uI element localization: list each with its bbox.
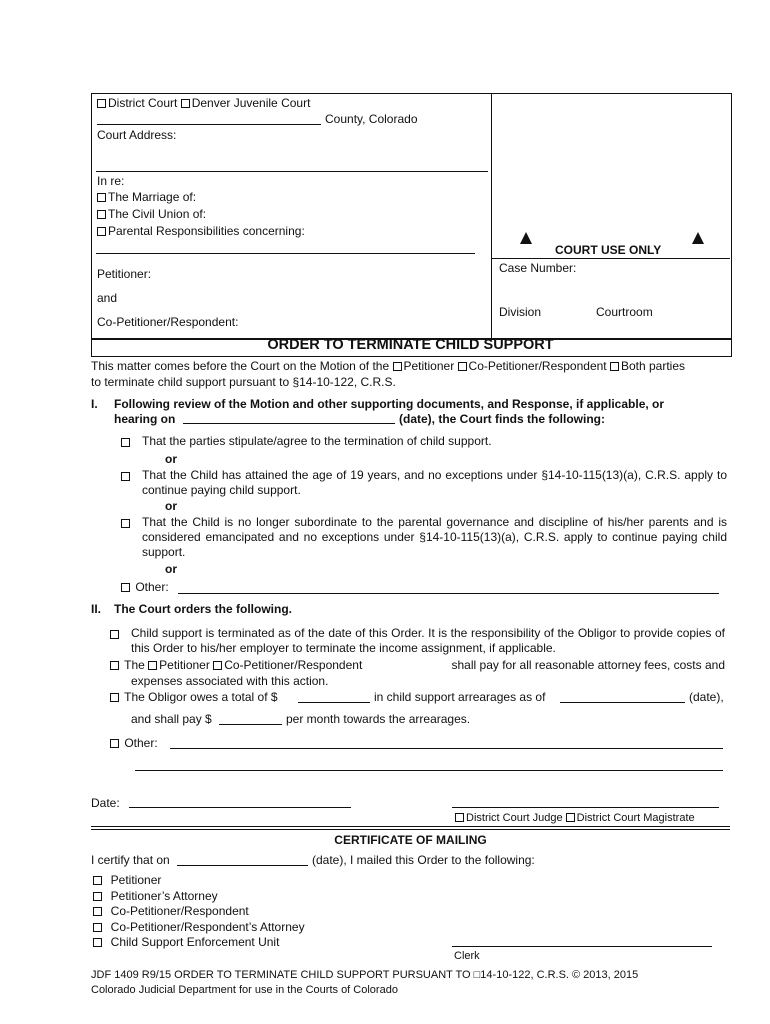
recipient-3-label: Co-Petitioner/Respondent	[110, 904, 249, 918]
order-1-text: Child support is terminated as of the date of this Order. It is the responsibility of the Obligor to provide copies of this Order to his/her employer to terminate the income assignment, if applicable.	[131, 626, 725, 655]
recipient-5-label: Child Support Enforcement Unit	[110, 935, 280, 949]
marriage-checkbox[interactable]	[97, 193, 106, 202]
finding-other	[121, 580, 169, 594]
mailing-date-field[interactable]	[177, 865, 308, 866]
section-1-hearing-suffix: (date), the Court finds the following:	[399, 412, 605, 426]
magistrate-label: District Court Magistrate	[576, 812, 695, 824]
order-2-co-petitioner-checkbox[interactable]	[213, 661, 222, 670]
recipient-2-label: Petitioner’s Attorney	[110, 889, 218, 903]
order-other-field-1[interactable]	[170, 748, 723, 749]
finding-1-text: That the parties stipulate/agree to the termination of child support.	[142, 434, 492, 448]
finding-1-checkbox-wrap	[121, 435, 132, 449]
order-2-checkbox[interactable]	[110, 661, 119, 670]
magistrate-checkbox[interactable]	[566, 813, 575, 822]
order-other-field-2[interactable]	[135, 770, 723, 771]
petitioner-label: Petitioner:	[97, 267, 152, 281]
order-3-line-2-prefix: and shall pay $	[131, 712, 212, 726]
certify-prefix: I certify that on	[91, 853, 170, 867]
order-2-line-2: expenses associated with this action.	[131, 674, 329, 688]
finding-1-checkbox[interactable]	[121, 438, 130, 447]
recipient-4-checkbox[interactable]	[93, 923, 102, 932]
section-1-numeral: I.	[91, 397, 98, 411]
intro-prefix: This matter comes before the Court on the Motion of the	[91, 359, 390, 373]
recipient-1-checkbox[interactable]	[93, 876, 102, 885]
civil-union-checkbox[interactable]	[97, 210, 106, 219]
parental-label: Parental Responsibilities concerning:	[108, 224, 305, 238]
section-1-line-1: Following review of the Motion and other supporting documents, and Response, if applicable, or	[114, 397, 665, 411]
hearing-date-field[interactable]	[183, 423, 395, 424]
order-2-petitioner-checkbox[interactable]	[148, 661, 157, 670]
or-label-2: or	[165, 499, 177, 513]
order-other-label: Other:	[124, 736, 158, 750]
monthly-payment-field[interactable]	[219, 724, 282, 725]
intro-line-2: to terminate child support pursuant to §14-10-122, C.R.S.	[91, 375, 396, 389]
finding-3-text: That the Child is no longer subordinate to the parental governance and discipline of his/her parents and is considered emancipated and no exceptions under §14-10-115(13)(a), C.R.S. apply to continue paying child support.	[142, 515, 727, 559]
intro-petitioner-checkbox[interactable]	[393, 362, 402, 371]
and-label: and	[97, 291, 118, 305]
recipient-2	[93, 889, 218, 903]
intro-co-petitioner-checkbox[interactable]	[458, 362, 467, 371]
finding-2-checkbox-wrap	[121, 469, 132, 483]
county-field[interactable]	[97, 124, 321, 125]
finding-3-checkbox-wrap	[121, 516, 132, 530]
order-1-checkbox-wrap	[110, 627, 121, 641]
order-2-left	[110, 658, 362, 672]
finding-other-checkbox[interactable]	[121, 583, 130, 592]
footer-line-1: JDF 1409 R9/15 ORDER TO TERMINATE CHILD SUPPORT PURSUANT TO □14-10-122, C.R.S. © 2013, 2015	[91, 969, 639, 981]
courtroom-label: Courtroom	[596, 305, 653, 319]
section-2-heading: The Court orders the following.	[114, 602, 292, 616]
arrears-date-field[interactable]	[560, 702, 685, 703]
case-number-label: Case Number:	[499, 261, 577, 275]
separator-rule	[91, 826, 730, 830]
district-court-label: District Court	[108, 96, 178, 110]
order-2-co-petitioner-label: Co-Petitioner/Respondent	[224, 658, 363, 672]
finding-other-label: Other:	[135, 580, 169, 594]
recipient-4	[93, 920, 305, 934]
date-label: Date:	[91, 796, 120, 810]
court-use-divider	[491, 258, 730, 259]
or-label-1: or	[165, 452, 177, 466]
recipient-1-label: Petitioner	[110, 873, 162, 887]
judge-checkbox[interactable]	[455, 813, 464, 822]
marriage-label: The Marriage of:	[108, 190, 197, 204]
order-1-checkbox[interactable]	[110, 630, 119, 639]
in-re-label: In re:	[97, 174, 125, 188]
or-label-3: or	[165, 562, 177, 576]
court-use-arrow-right-icon	[692, 232, 704, 244]
intro-line-1	[91, 359, 685, 373]
order-3-checkbox[interactable]	[110, 693, 119, 702]
order-3-prefix: The Obligor owes a total of $	[124, 690, 278, 704]
judge-label: District Court Judge	[466, 812, 563, 824]
finding-other-field[interactable]	[178, 593, 719, 594]
clerk-signature-line[interactable]	[452, 946, 712, 947]
parental-option	[97, 224, 305, 238]
division-label: Division	[499, 305, 542, 319]
recipient-2-checkbox[interactable]	[93, 892, 102, 901]
signature-options	[455, 812, 695, 824]
parties-name-field[interactable]	[96, 253, 475, 254]
finding-3-checkbox[interactable]	[121, 519, 130, 528]
recipient-5-checkbox[interactable]	[93, 938, 102, 947]
date-field[interactable]	[129, 807, 351, 808]
denver-juvenile-checkbox[interactable]	[181, 99, 190, 108]
district-court-checkbox[interactable]	[97, 99, 106, 108]
finding-2-checkbox[interactable]	[121, 472, 130, 481]
court-use-only-label: COURT USE ONLY	[555, 243, 662, 257]
certificate-title: CERTIFICATE OF MAILING	[334, 833, 487, 847]
intro-both-checkbox[interactable]	[610, 362, 619, 371]
order-2-prefix: The	[124, 658, 145, 672]
court-address-divider	[96, 171, 488, 172]
order-2-rest: shall pay for all reasonable attorney fees, costs and	[451, 658, 725, 672]
recipient-3	[93, 904, 249, 918]
recipient-4-label: Co-Petitioner/Respondent’s Attorney	[110, 920, 305, 934]
footer-line-2: Colorado Judicial Department for use in the Courts of Colorado	[91, 984, 398, 996]
recipient-3-checkbox[interactable]	[93, 907, 102, 916]
judge-signature-line[interactable]	[452, 807, 719, 808]
intro-petitioner-label: Petitioner	[403, 359, 455, 373]
section-1-hearing-prefix: hearing on	[114, 412, 176, 426]
co-petitioner-label: Co-Petitioner/Respondent:	[97, 315, 239, 329]
section-2-numeral: II.	[91, 602, 102, 616]
recipient-5	[93, 935, 279, 949]
order-3-line-2-suffix: per month towards the arrearages.	[286, 712, 471, 726]
marriage-option	[97, 190, 196, 204]
certify-suffix: (date), I mailed this Order to the following:	[312, 853, 535, 867]
court-type-options	[97, 96, 310, 110]
order-3-line-1	[110, 690, 278, 704]
civil-union-option	[97, 207, 206, 221]
order-other	[110, 736, 158, 750]
clerk-label: Clerk	[454, 950, 480, 962]
court-address-label: Court Address:	[97, 128, 177, 142]
order-2-petitioner-label: Petitioner	[159, 658, 210, 672]
parental-checkbox[interactable]	[97, 227, 106, 236]
county-label: County, Colorado	[325, 112, 418, 126]
arrears-total-field[interactable]	[298, 702, 370, 703]
page-title: ORDER TO TERMINATE CHILD SUPPORT	[267, 337, 554, 353]
intro-co-petitioner-label: Co-Petitioner/Respondent	[468, 359, 607, 373]
civil-union-label: The Civil Union of:	[108, 207, 207, 221]
order-3-mid: in child support arrearages as of	[374, 690, 546, 704]
caption-divider	[491, 93, 492, 338]
intro-both-label: Both parties	[620, 359, 686, 373]
denver-juvenile-label: Denver Juvenile Court	[191, 96, 311, 110]
order-3-suffix: (date),	[689, 690, 724, 704]
court-use-arrow-left-icon	[520, 232, 532, 244]
order-2-line-1	[110, 658, 725, 672]
finding-2-text: That the Child has attained the age of 19 years, and no exceptions under §14-10-115(13)(a), C.R.S. apply to continue paying child support.	[142, 468, 727, 497]
recipient-1	[93, 873, 161, 887]
order-other-checkbox[interactable]	[110, 739, 119, 748]
